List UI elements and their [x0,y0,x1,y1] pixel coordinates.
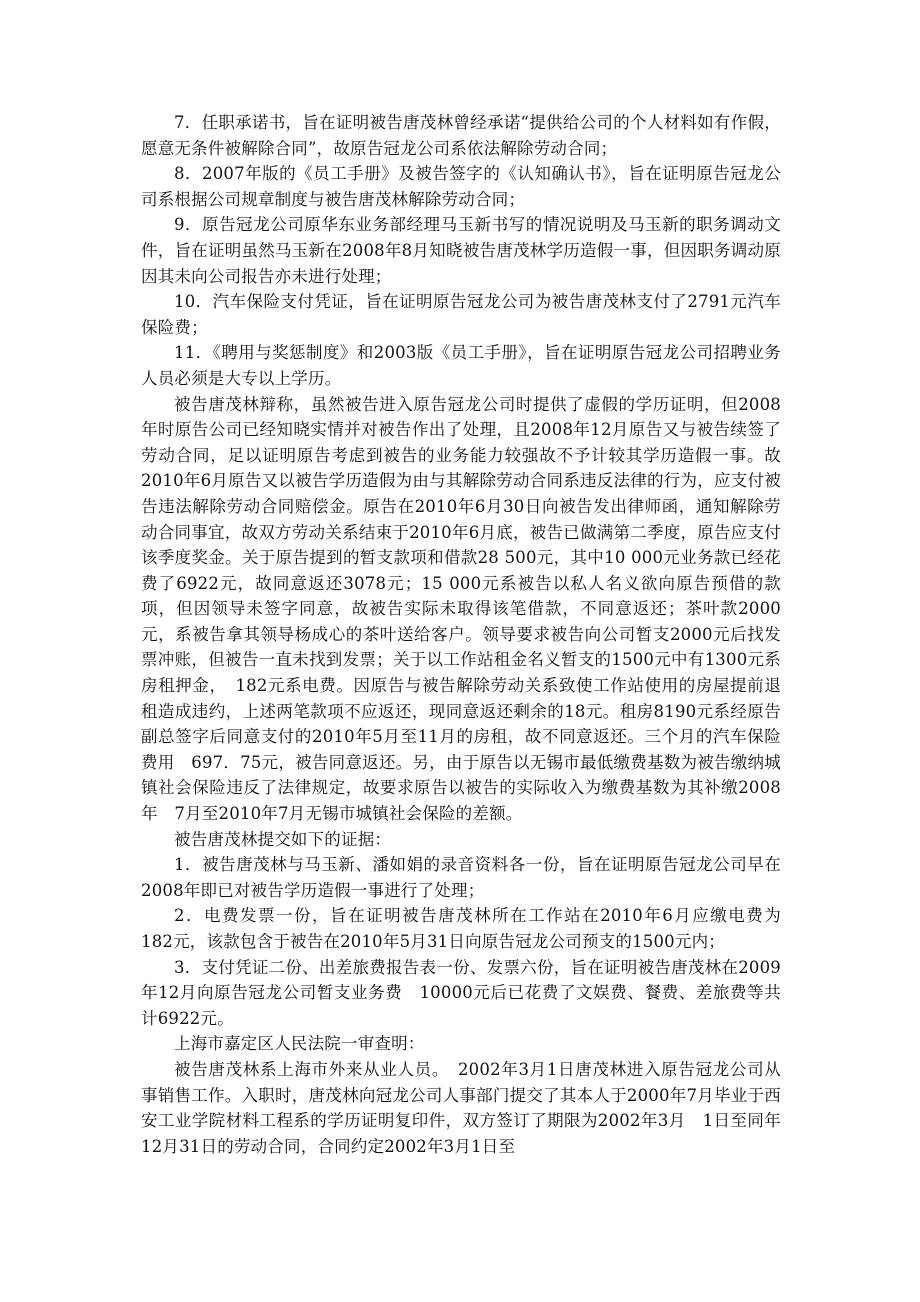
paragraph-evidence-9: 9．原告冠龙公司原华东业务部经理马玉新书写的情况说明及马玉新的职务调动文件，旨在证明虽然马玉新在2008年8月知晓被告唐茂林学历造假一事，但因职务调动原因其未向公司报告亦未进行处理； [141,215,781,286]
paragraph-defendant-evidence-heading: 被告唐茂林提交如下的证据： [174,829,392,849]
paragraph-court-findings-heading: 上海市嘉定区人民法院一审查明： [174,1034,425,1054]
paragraph-defendant-evidence-1: 1．被告唐茂林与马玉新、潘如娟的录音资料各一份，旨在证明原告冠龙公司早在2008年即已对被告学历造假一事进行了处理； [141,855,781,900]
paragraph-evidence-8: 8．2007年版的《员工手册》及被告签字的《认知确认书》，旨在证明原告冠龙公司系根据公司规章制度与被告唐茂林解除劳动合同； [141,164,781,209]
paragraph-evidence-10: 10．汽车保险支付凭证，旨在证明原告冠龙公司为被告唐茂林支付了2791元汽车保险费； [141,292,781,337]
paragraph-defendant-argument: 被告唐茂林辩称，虽然被告进入原告冠龙公司时提供了虚假的学历证明，但2008年时原告公司已经知晓实情并对被告作出了处理，且2008年12月原告又与被告续签了劳动合同，足以证明原告考虑到被告的业务能力较强故不予计较其学历造假一事。故2010年6月原告又以被告学历造假为由与其解除劳动合同系违反法律的行为，应支付被告违法解除劳动合同赔偿金。原告在2010年6月30日向被告发出律师函，通知解除劳动合同事宜，故双方劳动关系结束于2010年6月底，被告已做满第二季度，原告应支付该季度奖金。关于原告提到的暂支款项和借款28 500元，其中10 000元业务款已经花费了6922元，故同意返还3078元；15 000元系被告以私人名义欲向原告预借的款项，但因领导未签字同意，故被告实际未取得该笔借款，不同意返还；茶叶款2000元，系被告拿其领导杨成心的茶叶送给客户。领导要求被告向公司暂支2000元后找发票冲账，但被告一直未找到发票；关于以工作站租金名义暂支的1500元中有1300元系房租押金， 182元系电费。因原告与被告解除劳动关系致使工作站使用的房屋提前退租造成违约，上述两笔款项不应返还，现同意返还剩余的18元。租房8190元系经原告副总签字后同意支付的2010年5月至11月的房租，故不同意返还。三个月的汽车保险费用 697．75元，被告同意返还。另，由于原告以无锡市最低缴费基数为被告缴纳城镇社会保险违反了法律规定，故要求原告以被告的实际收入为缴费基数为其补缴2008年 7月至2010年7月无锡市城镇社会保险的差额。 [141,394,781,824]
document-body [141,110,798,1159]
paragraph-evidence-7: 7．任职承诺书，旨在证明被告唐茂林曾经承诺“提供给公司的个人材料如有作假，愿意无条件被解除合同”，故原告冠龙公司系依法解除劳动合同； [141,113,781,158]
paragraph-defendant-evidence-3: 3．支付凭证二份、出差旅费报告表一份、发票六份，旨在证明被告唐茂林在2009年12月向原告冠龙公司暂支业务费 10000元后已花费了文娱费、餐费、差旅费等共计6922元。 [141,957,781,1028]
paragraph-evidence-11: 11．《聘用与奖惩制度》和2003版《员工手册》，旨在证明原告冠龙公司招聘业务人员必须是大专以上学历。 [141,343,781,388]
paragraph-court-findings: 被告唐茂林系上海市外来从业人员。 2002年3月1日唐茂林进入原告冠龙公司从事销售工作。入职时，唐茂林向冠龙公司人事部门提交了其本人于2000年7月毕业于西安工业学院材料工程系的学历证明复印件，双方签订了期限为2002年3月 1日至同年12月31日的劳动合同，合同约定2002年3月1日至 [141,1059,781,1156]
paragraph-defendant-evidence-2: 2．电费发票一份，旨在证明被告唐茂林所在工作站在2010年6月应缴电费为 182元，该款包含于被告在2010年5月31日向原告冠龙公司预支的1500元内； [141,906,798,951]
